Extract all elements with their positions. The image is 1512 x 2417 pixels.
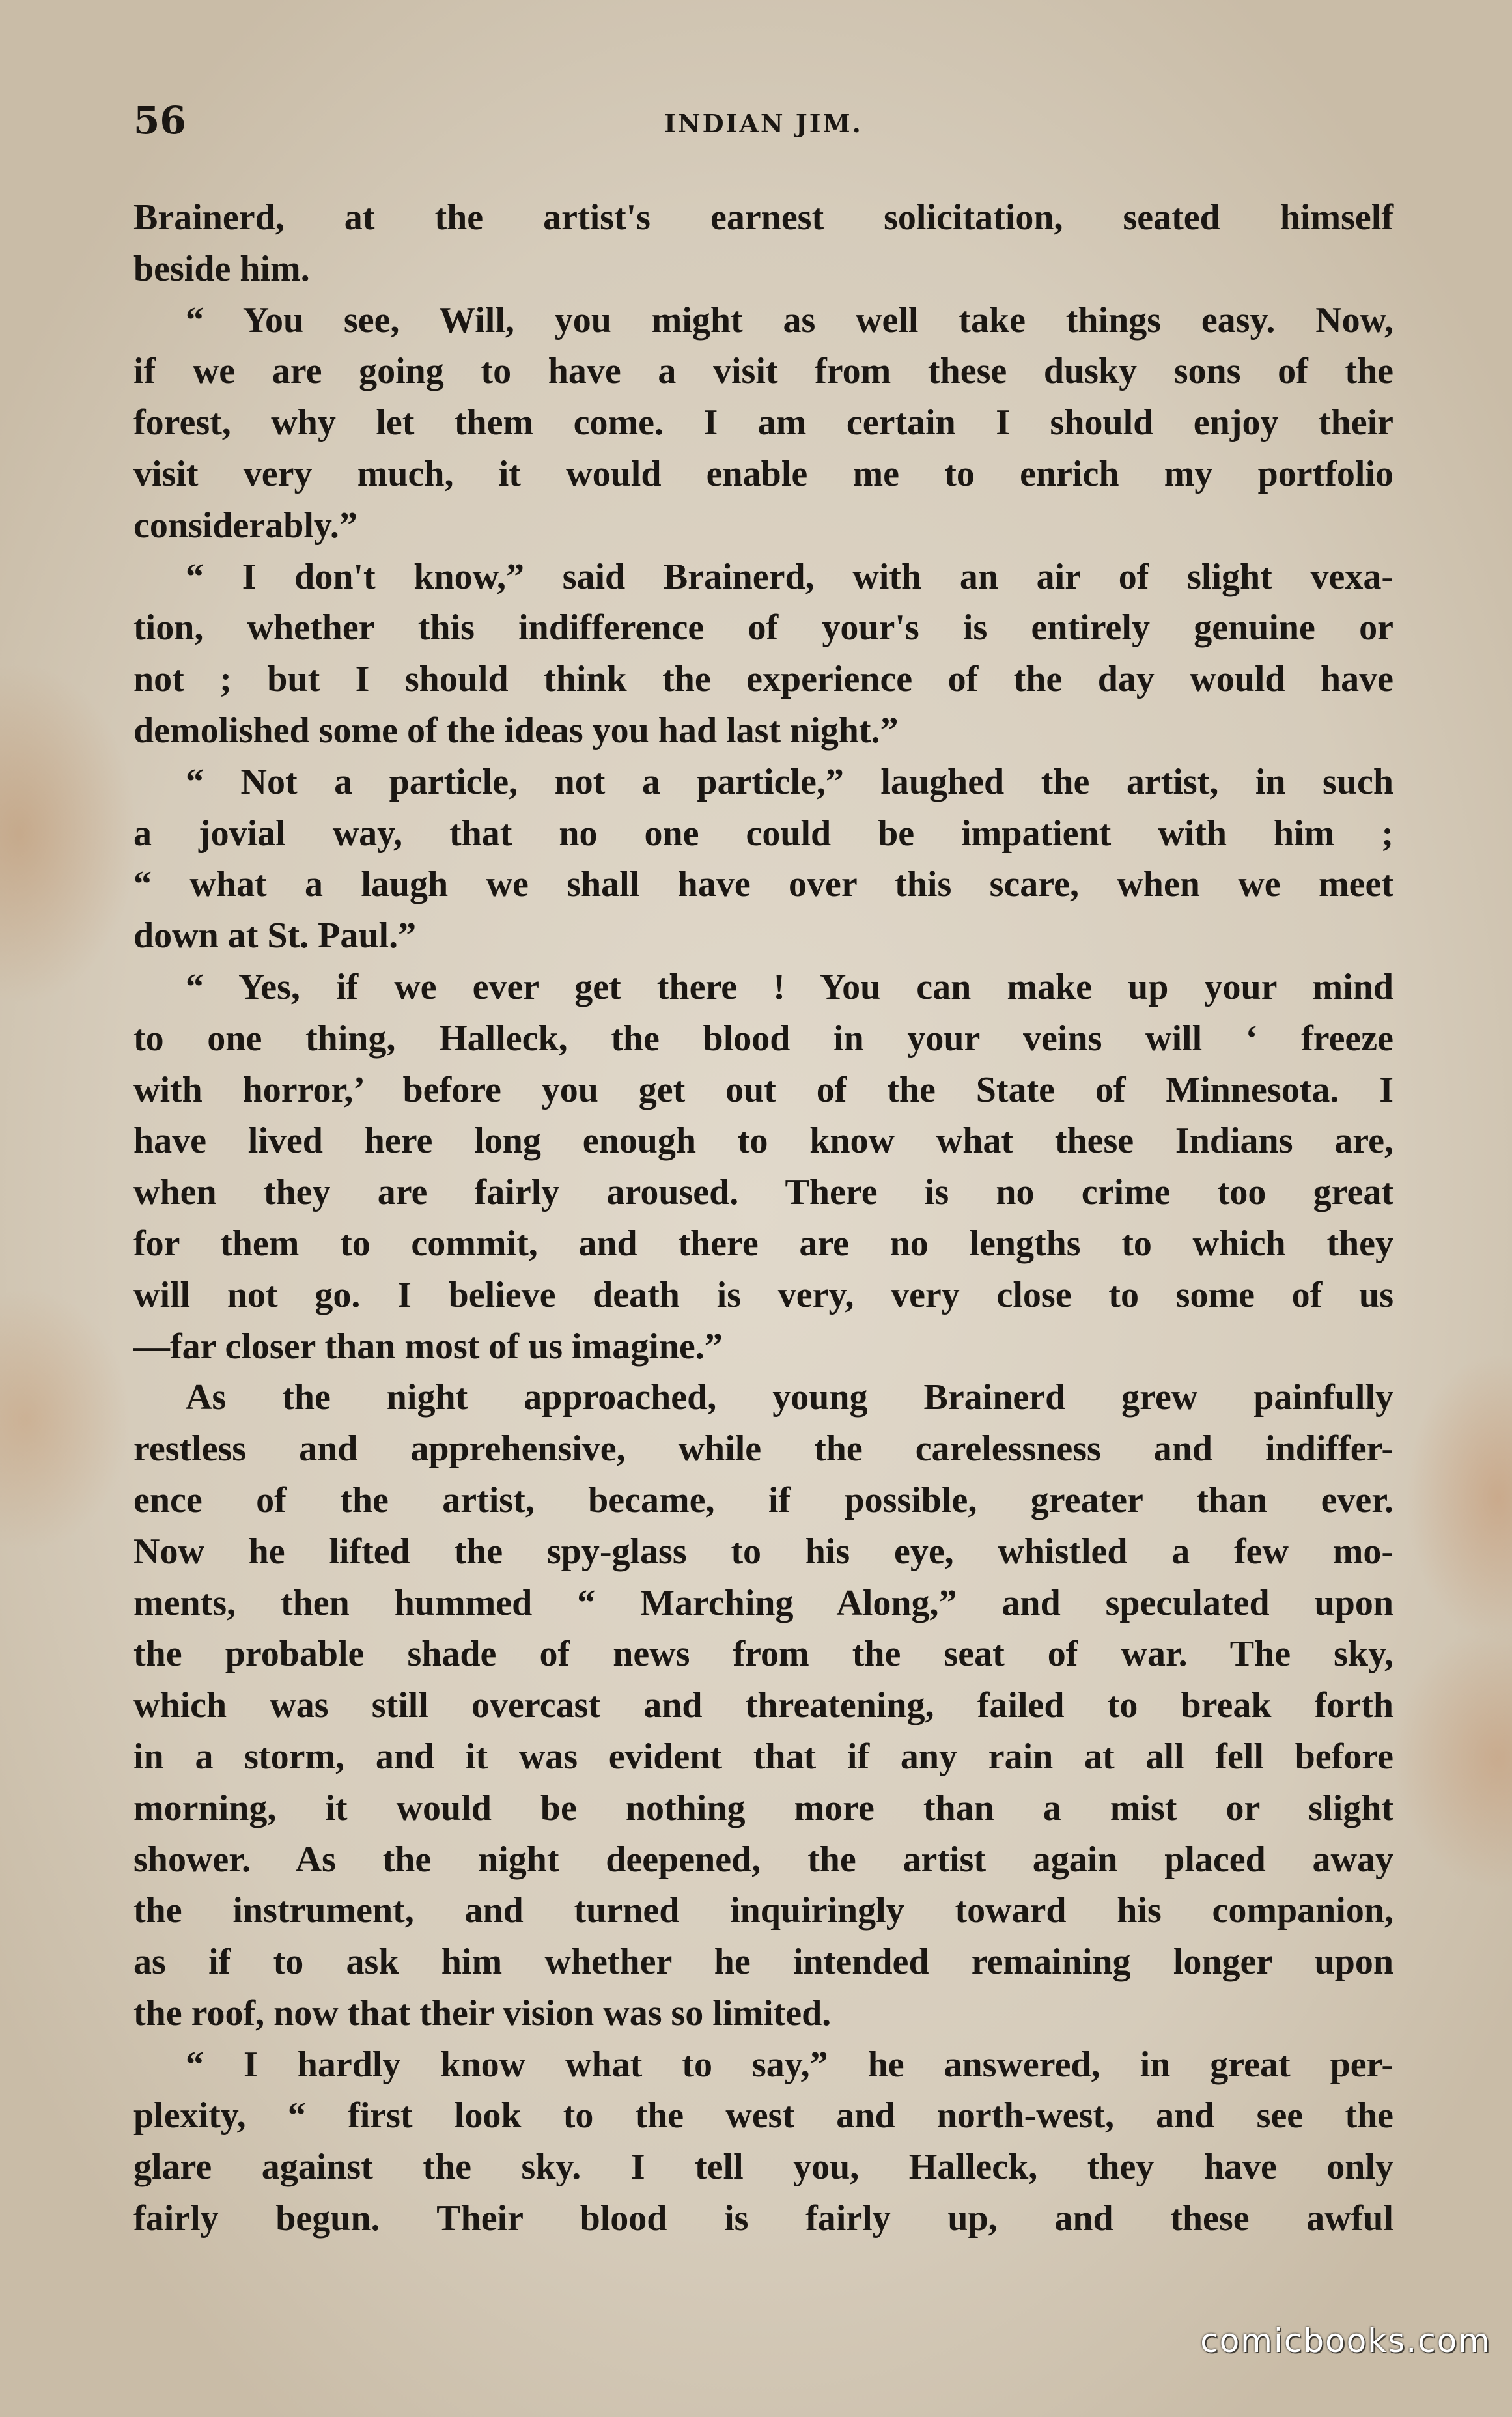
- text-line: as if to ask him whether he intended remaining longer upon: [133, 1942, 1393, 1983]
- text-line: will not go. I believe death is very, very close to some of us: [133, 1274, 1393, 1315]
- text-line: glare against the sky. I tell you, Halleck, they have only: [133, 2147, 1393, 2188]
- text-line: “ what a laugh we shall have over this scare, when we meet: [133, 864, 1393, 905]
- text-line: “ Yes, if we ever get there ! You can make up your mind: [186, 966, 1393, 1007]
- text-line: have lived here long enough to know what these Indians are,: [133, 1121, 1393, 1162]
- text-line: when they are fairly aroused. There is no crime too great: [133, 1172, 1393, 1213]
- text-line: a jovial way, that no one could be impatient with him ;: [133, 813, 1393, 854]
- text-line: visit very much, it would enable me to enrich my portfolio: [133, 453, 1393, 494]
- text-line: Brainerd, at the artist's earnest solicitation, seated himself: [133, 197, 1393, 238]
- text-line: if we are going to have a visit from these dusky sons of the: [133, 351, 1393, 392]
- text-line: the probable shade of news from the seat of war. The sky,: [133, 1634, 1393, 1675]
- text-line: Now he lifted the spy-glass to his eye, whistled a few mo-: [133, 1531, 1393, 1572]
- text-line: for them to commit, and there are no lengths to which they: [133, 1223, 1393, 1264]
- text-line: “ Not a particle, not a particle,” laughed the artist, in such: [186, 761, 1393, 802]
- text-line: plexity, “ first look to the west and north-west, and see the: [133, 2095, 1393, 2136]
- text-line: forest, why let them come. I am certain I should enjoy their: [133, 402, 1393, 443]
- text-line: in a storm, and it was evident that if any rain at all fell before: [133, 1736, 1393, 1777]
- text-line: tion, whether this indifference of your's is entirely genuine or: [133, 608, 1393, 649]
- text-line: demolished some of the ideas you had last night.”: [133, 710, 899, 751]
- text-line: As the night approached, young Brainerd grew painfully: [186, 1377, 1393, 1418]
- text-line: to one thing, Halleck, the blood in your veins will ‘ freeze: [133, 1018, 1393, 1059]
- text-line: not ; but I should think the experience of the day would have: [133, 659, 1393, 700]
- text-line: “ I hardly know what to say,” he answered, in great per-: [186, 2044, 1393, 2085]
- text-line: the roof, now that their vision was so limited.: [133, 1992, 832, 2033]
- watermark: comicbooks.com: [1200, 2322, 1491, 2360]
- body-text: [133, 192, 1393, 2244]
- text-line: ence of the artist, became, if possible, greater than ever.: [133, 1479, 1393, 1520]
- text-line: “ You see, Will, you might as well take things easy. Now,: [186, 300, 1393, 341]
- text-line: restless and apprehensive, while the carelessness and indiffer-: [133, 1429, 1393, 1470]
- text-line: the instrument, and turned inquiringly toward his companion,: [133, 1890, 1393, 1931]
- text-line: shower. As the night deepened, the artist again placed away: [133, 1839, 1393, 1880]
- running-title: INDIAN JIM.: [664, 109, 863, 138]
- text-line: —far closer than most of us imagine.”: [133, 1326, 723, 1367]
- page-header: [133, 98, 1393, 143]
- text-line: ments, then hummed “ Marching Along,” and speculated upon: [133, 1582, 1393, 1623]
- text-line: down at St. Paul.”: [133, 915, 417, 957]
- text-line: morning, it would be nothing more than a mist or slight: [133, 1787, 1393, 1828]
- text-line: fairly begun. Their blood is fairly up, and these awful: [133, 2198, 1393, 2239]
- text-line: which was still overcast and threatening, failed to break forth: [133, 1685, 1393, 1726]
- page-number: 56: [133, 98, 186, 143]
- text-line: considerably.”: [133, 505, 357, 546]
- text-line: “ I don't know,” said Brainerd, with an air of slight vexa-: [186, 556, 1393, 597]
- text-line: with horror,’ before you get out of the State of Minnesota. I: [133, 1069, 1393, 1110]
- text-line: beside him.: [133, 248, 310, 289]
